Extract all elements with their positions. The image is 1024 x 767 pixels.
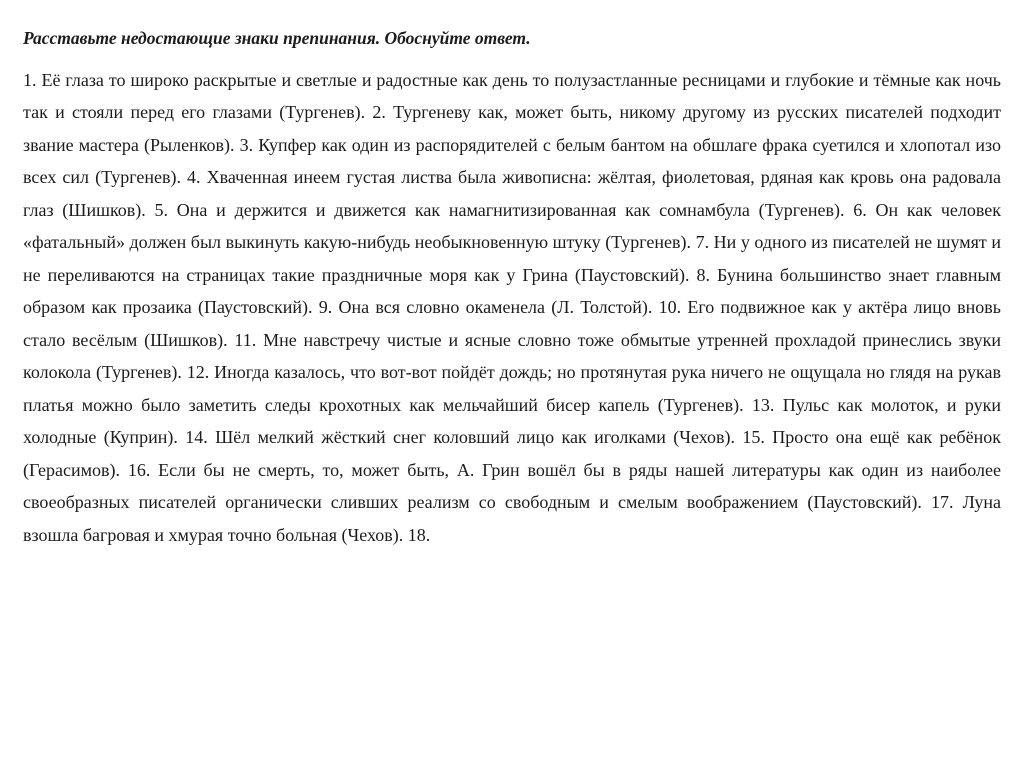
exercise-heading: Расставьте недостающие знаки препинания. Обоснуйте ответ. bbox=[23, 28, 531, 48]
exercise-paragraph: 1. Её глаза то широко раскрытые и светлые и радостные как день то полузастланные ресницами и глубокие и тёмные как ночь так и стояли перед его глазами (Тургенев). 2. Тургеневу как, может быть, никому другому из русских писателей подходит звание мастера (Рыленков). 3. Купфер как один из распорядителей с белым бантом на обшлаге фрака суетился и хлопотал изо всех сил (Тургенев). 4. Хваченная инеем густая листва была живописна: жёлтая, фиолетовая, рдяная как кровь она радовала глаз (Шишков). 5. Она и держится и движется как намагнитизированная как сомнамбула (Тургенев). 6. Он как человек «фатальный» должен был выкинуть какую-нибудь необыкновенную штуку (Тургенев). 7. Ни у одного из писателей не шумят и не переливаются на страницах такие праздничные моря как у Грина (Паустовский). 8. Бунина большинство знает главным образом как прозаика (Паустовский). 9. Она вся словно окаменела (Л. Толстой). 10. Его подвижное как у актёра лицо вновь стало весёлым (Шишков). 11. Мне навстречу чистые и ясные словно тоже обмытые утренней прохладой принеслись звуки колокола (Тургенев). 12. Иногда казалось, что вот-вот пойдёт дождь; но протянутая рука ничего не ощущала но глядя на рукав платья можно было заметить следы крохотных как мельчайший бисер капель (Тургенев). 13. Пульс как молоток, и руки холодные (Куприн). 14. Шёл мелкий жёсткий снег коловший лицо как иголками (Чехов). 15. Просто она ещё как ребёнок (Герасимов). 16. Если бы не смерть, то, может быть, А. Грин вошёл бы в ряды нашей литературы как один из наиболее своеобразных писателей органически сливших реализм со свободным и смелым воображением (Паустовский). 17. Луна взошла багровая и хмурая точно больная (Чехов). 18. bbox=[23, 69, 1001, 545]
